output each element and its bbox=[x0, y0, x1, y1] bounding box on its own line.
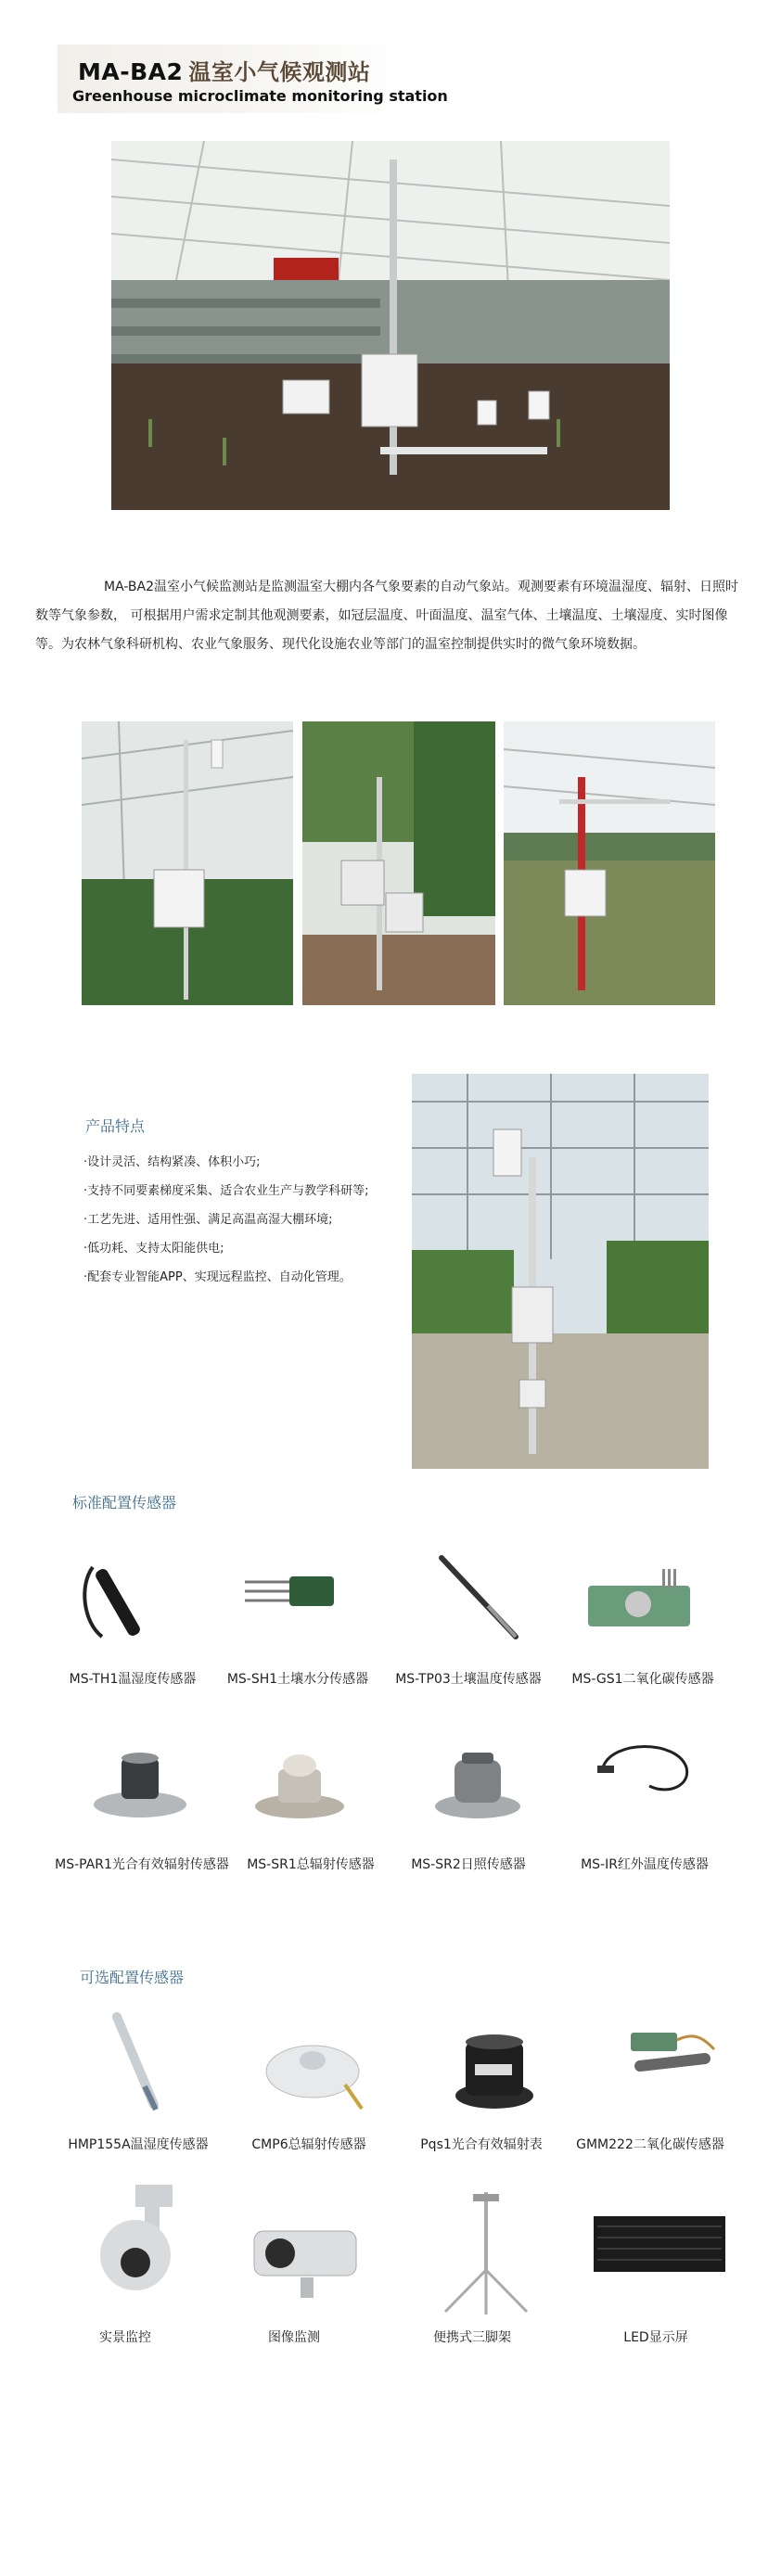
installation-photo-2 bbox=[302, 721, 495, 1005]
cmp6-dome-icon bbox=[252, 2020, 373, 2122]
tripod-icon bbox=[427, 2187, 547, 2316]
installation-photo-3 bbox=[504, 721, 715, 1005]
gmm-probe-icon bbox=[603, 2012, 723, 2114]
page-subtitle: Greenhouse microclimate monitoring station bbox=[72, 87, 448, 105]
sensor-caption: 实景监控 bbox=[99, 2330, 151, 2345]
sensor-caption: MS-SH1土壤水分传感器 bbox=[226, 1672, 369, 1687]
sensor-caption: MS-SR1总辐射传感器 bbox=[247, 1857, 375, 1872]
installation-photo-1 bbox=[82, 721, 293, 1005]
sensor-caption: MS-PAR1光合有效辐射传感器 bbox=[55, 1857, 229, 1872]
features-list bbox=[83, 1148, 417, 1292]
feature-item: ·工艺先进、适用性强、满足高温高湿大棚环境; bbox=[83, 1213, 333, 1227]
title-chinese: 温室小气候观测站 bbox=[188, 59, 371, 85]
soil-moisture-probe-icon bbox=[236, 1549, 356, 1651]
sunshine-sensor-icon bbox=[417, 1730, 538, 1832]
standard-sensors-title: 标准配置传感器 bbox=[72, 1494, 177, 1511]
optional-sensors-title: 可选配置传感器 bbox=[80, 1969, 185, 1986]
sensor-caption: 图像监测 bbox=[268, 2330, 320, 2345]
intro-paragraph: MA-BA2温室小气候监测站是监测温室大棚内各气象要素的自动气象站。观测要素有环境温湿度、辐射、日照时数等气象参数， 可根据用户需求定制其他观测要素，如冠层温度、叶面温度、温室气体、土壤温度、土壤湿度、实时图像等。为农林气象科研机构、农业气象服务、现代化设施农业等部门的温室控制提供实时的微气象环境数据。 bbox=[35, 580, 738, 652]
features-title: 产品特点 bbox=[85, 1117, 146, 1135]
title-model: MA-BA2 bbox=[78, 58, 184, 85]
hmp-probe-icon bbox=[80, 2012, 200, 2114]
sensor-caption: MS-IR红外温度传感器 bbox=[581, 1857, 709, 1872]
co2-board-icon bbox=[579, 1549, 699, 1651]
sensor-caption: GMM222二氧化碳传感器 bbox=[576, 2137, 724, 2152]
sensor-caption: LED显示屏 bbox=[623, 2330, 688, 2345]
pyranometer-icon bbox=[239, 1730, 360, 1832]
pqs1-sensor-icon bbox=[434, 2020, 555, 2122]
feature-item: ·设计灵活、结构紧凑、体积小巧; bbox=[83, 1155, 261, 1169]
feature-item: ·配套专业智能APP、实现远程监控、自动化管理。 bbox=[83, 1270, 352, 1284]
temp-humidity-probe-icon bbox=[74, 1549, 195, 1651]
sensor-caption: HMP155A温湿度传感器 bbox=[68, 2137, 209, 2152]
feature-item: ·低功耗、支持太阳能供电; bbox=[83, 1242, 224, 1256]
bullet-camera-icon bbox=[245, 2207, 365, 2309]
sensor-caption: 便携式三脚架 bbox=[433, 2330, 511, 2345]
sensor-caption: MS-TH1温湿度传感器 bbox=[69, 1672, 197, 1687]
sensor-caption: MS-SR2日照传感器 bbox=[411, 1857, 526, 1872]
ir-cable-icon bbox=[584, 1730, 705, 1832]
led-screen-icon bbox=[594, 2216, 725, 2272]
feature-item: ·支持不同要素梯度采集、适合农业生产与教学科研等; bbox=[83, 1184, 369, 1198]
page-title bbox=[78, 54, 370, 86]
sensor-caption: CMP6总辐射传感器 bbox=[251, 2137, 366, 2152]
sensor-caption: Pqs1光合有效辐射表 bbox=[420, 2137, 543, 2152]
greenhouse-station-photo bbox=[412, 1074, 709, 1469]
sensor-caption: MS-TP03土壤温度传感器 bbox=[395, 1672, 542, 1687]
par-sensor-icon bbox=[80, 1730, 200, 1832]
hero-greenhouse-photo bbox=[111, 141, 670, 510]
dome-camera-icon bbox=[80, 2179, 200, 2300]
sensor-caption: MS-GS1二氧化碳传感器 bbox=[571, 1672, 714, 1687]
soil-temp-probe-icon bbox=[423, 1549, 544, 1651]
